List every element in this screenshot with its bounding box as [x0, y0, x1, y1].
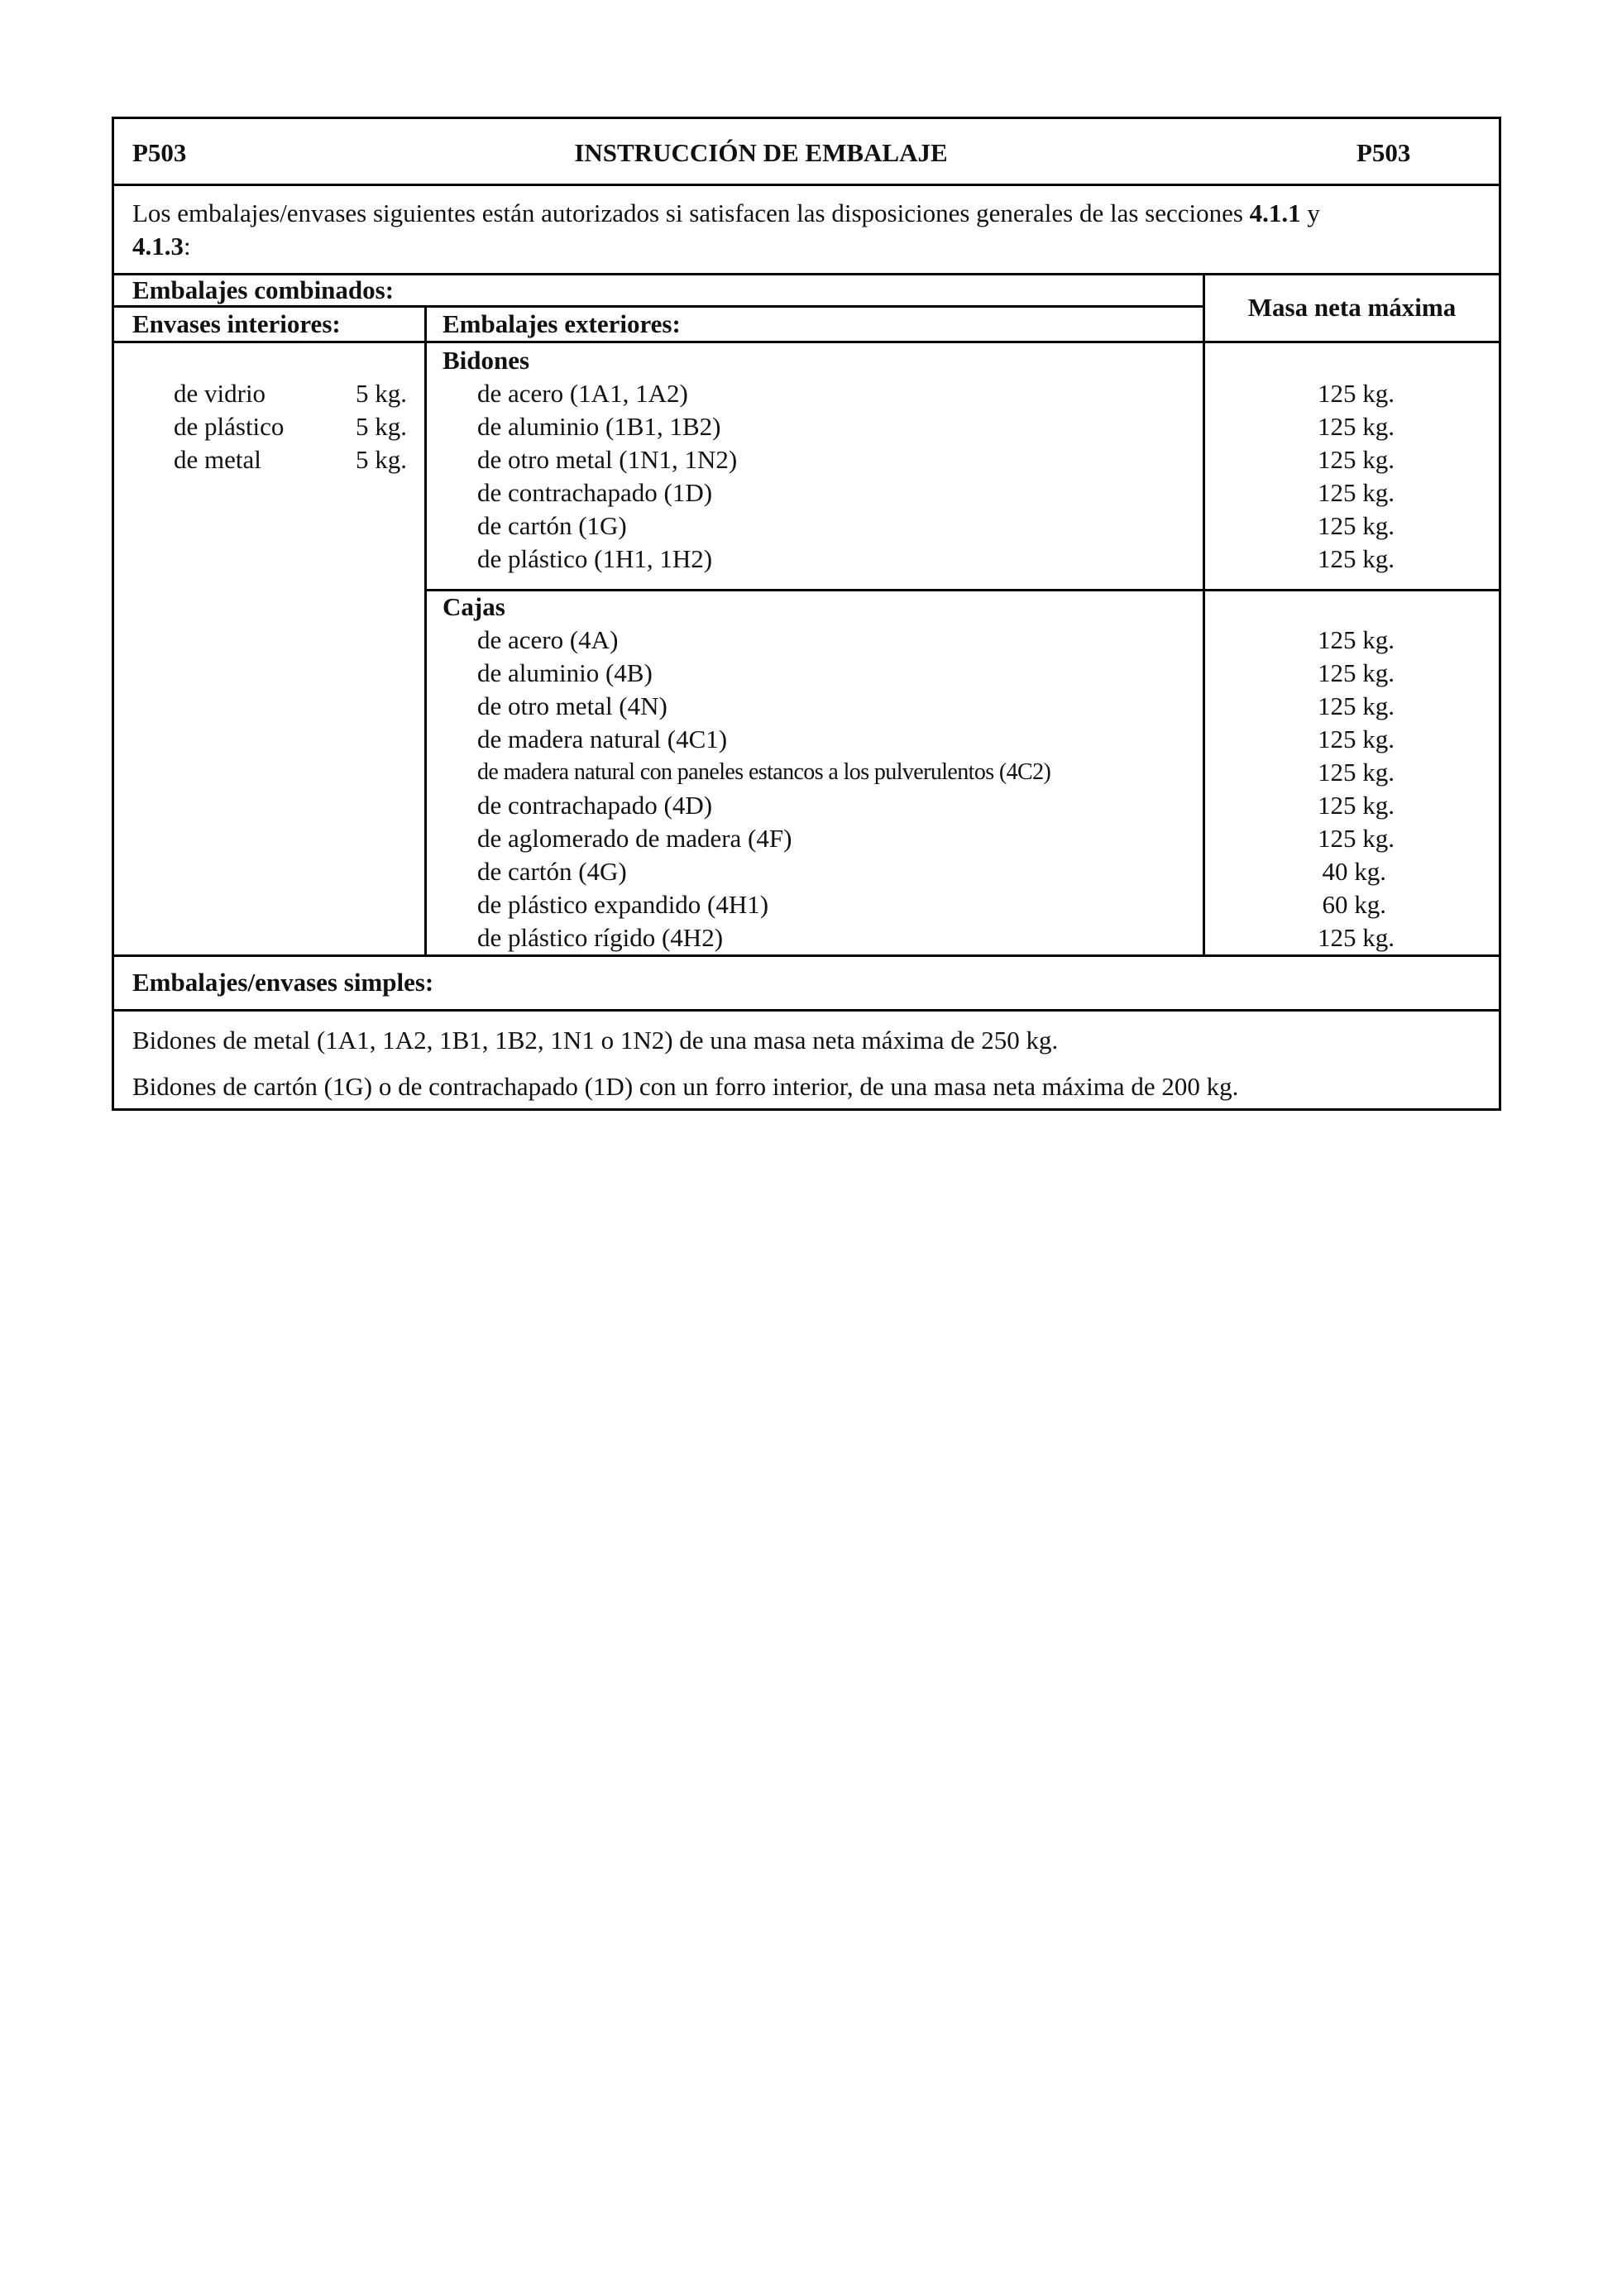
header-code-right: P503: [1356, 138, 1411, 167]
divider-column-headings: [112, 341, 1501, 343]
drum-mass: 125 kg.: [1318, 511, 1395, 540]
drum-mass: 125 kg.: [1318, 445, 1395, 474]
box-mass: 60 kg.: [1322, 890, 1386, 919]
box-label: de cartón (4G): [477, 857, 627, 886]
box-mass: 40 kg.: [1322, 857, 1386, 886]
drum-label: de plástico (1H1, 1H2): [477, 544, 713, 573]
single-packagings-heading: Embalajes/envases simples:: [132, 968, 434, 997]
box-mass: 125 kg.: [1318, 791, 1395, 820]
box-label: de aglomerado de madera (4F): [477, 824, 792, 853]
single-packaging-line: Bidones de cartón (1G) o de contrachapado (1D) con un forro interior, de una masa neta máxima de 200 kg.: [132, 1072, 1239, 1101]
drum-label: de cartón (1G): [477, 511, 627, 540]
intro-line: Los embalajes/envases siguientes están autorizados si satisfacen las disposiciones generales de las secciones: [132, 199, 1243, 227]
inner-packaging-label: de metal: [174, 445, 261, 474]
drum-mass: 125 kg.: [1318, 544, 1395, 573]
divider-header: [112, 184, 1501, 186]
intro-colon: :: [184, 232, 191, 261]
intro-text: [132, 199, 1320, 228]
inner-packaging-label: de vidrio: [174, 379, 266, 408]
inner-packaging-label: de plástico: [174, 412, 285, 441]
box-mass: 125 kg.: [1318, 625, 1395, 654]
boxes-heading: Cajas: [443, 592, 505, 621]
drum-label: de aluminio (1B1, 1B2): [477, 412, 721, 441]
divider-single-heading: [112, 1009, 1501, 1012]
intro-conjunction: y: [1307, 199, 1320, 227]
box-mass: 125 kg.: [1318, 758, 1395, 787]
box-label: de plástico expandido (4H1): [477, 890, 769, 919]
inner-packaging-mass: 5 kg.: [356, 445, 407, 474]
outer-packagings-heading: Embalajes exteriores:: [443, 309, 681, 338]
box-label: de contrachapado (4D): [477, 791, 713, 820]
divider-combined-heading: [112, 305, 1205, 308]
inner-packagings-heading: Envases interiores:: [132, 309, 341, 338]
table-left-border: [112, 117, 114, 1111]
divider-drums-boxes: [424, 589, 1501, 591]
header-code-left: P503: [132, 138, 187, 167]
table-right-border: [1499, 117, 1501, 1111]
intro-text-line2: [132, 232, 191, 261]
box-label: de aluminio (4B): [477, 658, 653, 687]
drum-label: de otro metal (1N1, 1N2): [477, 445, 738, 474]
intro-section-ref: 4.1.3: [132, 232, 184, 261]
box-label: de madera natural con paneles estancos a los pulverulentos (4C2): [477, 759, 1051, 785]
table-top-border: [112, 117, 1501, 119]
box-mass: 125 kg.: [1318, 824, 1395, 853]
header-title: INSTRUCCIÓN DE EMBALAJE: [574, 138, 948, 167]
drum-label: de acero (1A1, 1A2): [477, 379, 688, 408]
column-divider-inner-outer: [424, 305, 427, 957]
box-label: de acero (4A): [477, 625, 619, 654]
drum-mass: 125 kg.: [1318, 478, 1395, 507]
intro-section-ref: 4.1.1: [1249, 199, 1301, 227]
table-bottom-border: [112, 1108, 1501, 1111]
box-mass: 125 kg.: [1318, 923, 1395, 952]
column-divider-mass: [1203, 273, 1205, 957]
combined-heading: Embalajes combinados:: [132, 275, 395, 304]
box-mass: 125 kg.: [1318, 725, 1395, 753]
box-mass: 125 kg.: [1318, 691, 1395, 720]
box-mass: 125 kg.: [1318, 658, 1395, 687]
drums-heading: Bidones: [443, 346, 530, 375]
inner-packaging-mass: 5 kg.: [356, 379, 407, 408]
box-label: de plástico rígido (4H2): [477, 923, 724, 952]
drum-mass: 125 kg.: [1318, 412, 1395, 441]
box-label: de madera natural (4C1): [477, 725, 728, 753]
box-label: de otro metal (4N): [477, 691, 667, 720]
inner-packaging-mass: 5 kg.: [356, 412, 407, 441]
single-packaging-line: Bidones de metal (1A1, 1A2, 1B1, 1B2, 1N1 o 1N2) de una masa neta máxima de 250 kg.: [132, 1026, 1059, 1055]
drum-label: de contrachapado (1D): [477, 478, 713, 507]
max-net-mass-heading: Masa neta máxima: [1247, 293, 1457, 322]
divider-combined-end: [112, 954, 1501, 957]
drum-mass: 125 kg.: [1318, 379, 1395, 408]
